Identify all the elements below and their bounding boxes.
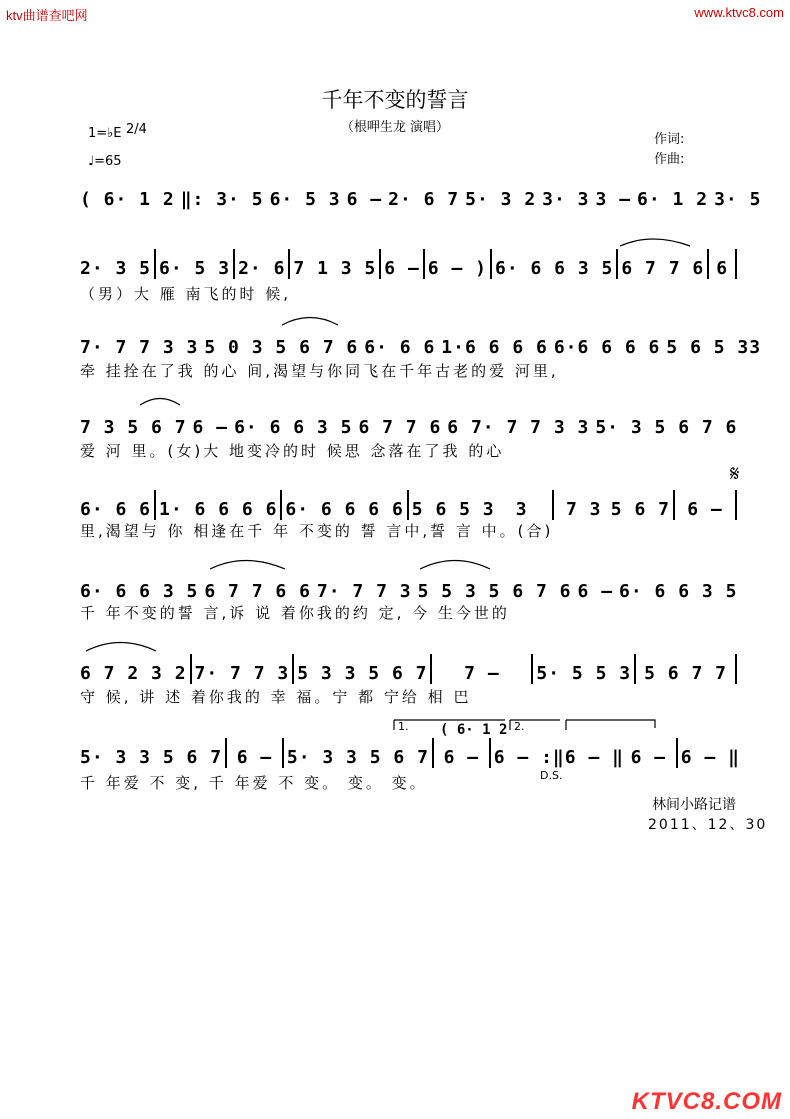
measure: 6 – (577, 581, 614, 602)
measure: 6 – :‖ (493, 747, 565, 768)
measure: 5· 3 5 6 7 6 (595, 417, 738, 438)
measure: 7 3 5 6 7 (80, 417, 187, 438)
measure: 5· 5 5 3 (536, 663, 632, 684)
watermark-top-left: ktv曲谱查吧网 (6, 8, 88, 23)
measure: 2· 6 (238, 258, 286, 279)
measure: 7· 7 7 3 3 (80, 337, 199, 358)
tempo-marking: ♩=65 (88, 154, 122, 169)
measure: 5 6 7 7 (644, 663, 727, 684)
measure: 5 6 5 3 (666, 337, 750, 358)
lyricist-label: 作词: (654, 132, 685, 147)
measure: 7 – (464, 663, 500, 684)
measure: 6· 6 6 3 5 (234, 417, 353, 438)
measure: 6· 1 2 (637, 189, 709, 210)
measure: 6· 5 3 (269, 189, 341, 210)
lyrics-row-2: （男）大 雁 南飞的时 候, (80, 285, 292, 303)
measure: ( 6· 1 2 (80, 189, 175, 210)
measure: 2· 3 5 (80, 258, 152, 279)
measure: 6 – ) (427, 258, 487, 279)
measure: 5· 3 3 5 6 7 (80, 747, 223, 768)
transcriber-credit: 林间小路记谱 (652, 797, 736, 813)
measure: 2· 6 7 (388, 189, 460, 210)
transcription-date: 2011、12、30 (648, 817, 768, 833)
measure: 5 5 3 5 6 7 6 (417, 581, 572, 602)
lyrics-row-4: 爱 河 里。(女)大 地变冷的时 候思 念落在了我 的心 (80, 442, 505, 460)
measure: 6· 6 6 3 5 (80, 581, 199, 602)
lyrics-row-5: 里,渴望与 你 相逢在千 年 不变的 誓 言中,誓 言 中。(合) (80, 522, 554, 540)
measure: 3· 5 (714, 189, 762, 210)
measure: 6 (716, 258, 729, 279)
measure: 6 7· 7 7 3 3 (447, 417, 590, 438)
measure: ‖: 3· 5 (180, 189, 264, 210)
measure: 6 7 7 6 6 (204, 581, 311, 602)
watermark-bottom-logo: KTVC8.COM (631, 1088, 782, 1115)
measure: 6 – ‖ (564, 747, 624, 768)
composer-label: 作曲: (654, 152, 685, 167)
measure: 6· 5 3 (159, 258, 231, 279)
measure: 7· 7 7 3 (316, 581, 412, 602)
measure: 6· 6 6 3 5 (494, 258, 614, 279)
measure: 1·6 6 6 6 (441, 337, 548, 358)
measure: 3 – (595, 189, 632, 210)
volta-1-inner: ( 6· 1 2 (440, 722, 508, 738)
measure: 6· 6 6 (364, 337, 436, 358)
watermark-top-right: www.ktvc8.com (694, 5, 784, 20)
measure: 6 7 7 6 (621, 258, 705, 279)
segno-icon: 𝄋 (730, 462, 740, 487)
measure: 7 3 (565, 499, 602, 520)
song-subtitle: （根呷生龙 演唱） (340, 120, 450, 135)
measure: 6· 6 6 (80, 499, 152, 520)
measure: 6·6 6 6 6 (553, 337, 661, 358)
measure: 6 – (236, 747, 273, 768)
time-signature: 2/4 (126, 122, 147, 137)
volta-1-label: 1. (398, 720, 409, 733)
ds-marking: D.S. (540, 769, 563, 782)
measure: 5 3 3 5 6 7 (297, 663, 428, 684)
lyrics-row-8: 千 年爱 不 变, 千 年爱 不 变。 变。 变。 (80, 774, 428, 792)
measure: 5 0 3 5 6 7 6 (204, 337, 359, 358)
measure: 7· 7 7 3 (194, 663, 290, 684)
lyrics-row-7: 守 候, 讲 述 着你我的 幸 福。宁 都 宁给 相 巴 (80, 688, 472, 706)
volta-2-label: 2. (514, 720, 525, 733)
measure: 5 6 5 3 (411, 499, 495, 520)
measure: 6 – (687, 499, 723, 520)
measure: 6 – ‖ (680, 747, 740, 768)
measure: 3 (515, 499, 528, 520)
measure: 6 – (630, 747, 667, 768)
song-title: 千年不变的誓言 (321, 88, 469, 112)
measure: 5· 3 2 (465, 189, 537, 210)
key-signature: 1=♭E (88, 126, 122, 141)
lyrics-row-3: 牵 挂拴在了我 的心 间,渴望与你同飞在千年古老的爱 河里, (80, 362, 559, 380)
measure: 6· 6 6 3 5 (619, 581, 738, 602)
measure: 6· 6 6 6 6 (285, 499, 404, 520)
measure: 6 – (192, 417, 229, 438)
measure: 5· 3 3 5 6 7 (286, 747, 429, 768)
measure: 6 – (346, 189, 383, 210)
measure: 3 (749, 337, 762, 358)
measure: 3· 3 (542, 189, 590, 210)
measure: 7 1 3 5 (293, 258, 377, 279)
measure: 1· 6 6 6 6 (159, 499, 278, 520)
measure: 6 – (443, 747, 480, 768)
lyrics-row-6: 千 年不变的誓 言,诉 说 着你我的约 定, 今 生今世的 (80, 604, 510, 622)
measure: 5 6 7 (610, 499, 670, 520)
measure: 6 7 7 6 (358, 417, 442, 438)
measure: 6 – (384, 258, 420, 279)
measure: 6 7 2 3 2 (80, 663, 187, 684)
